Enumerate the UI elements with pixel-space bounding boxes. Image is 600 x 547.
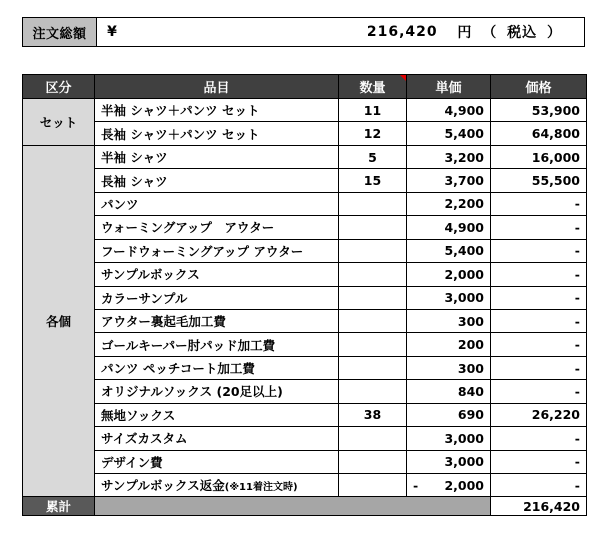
unit-price-cell: 3,000: [407, 427, 491, 450]
order-table: [22, 74, 587, 516]
table-row: [23, 450, 587, 473]
table-row: [23, 403, 587, 426]
order-total-box: [22, 17, 585, 47]
unit-price-cell: 3,200: [407, 145, 491, 168]
item-cell: 無地ソックス: [95, 403, 339, 426]
price-cell: -: [491, 192, 587, 215]
item-cell: アウター裏起毛加工費: [95, 309, 339, 332]
qty-cell: [339, 239, 407, 262]
total-row: [23, 497, 587, 516]
refund-unit-price: 2,000: [444, 477, 484, 493]
price-cell: -: [491, 333, 587, 356]
item-cell: ゴールキーパー肘パッド加工費: [95, 333, 339, 356]
table-row: [23, 192, 587, 215]
qty-cell: [339, 286, 407, 309]
table-row: [23, 333, 587, 356]
table-row: [23, 427, 587, 450]
item-cell: 長袖 シャツ＋パンツ セット: [95, 122, 339, 145]
comment-marker-icon: [400, 75, 406, 81]
price-cell: -: [491, 263, 587, 286]
qty-cell: [339, 427, 407, 450]
qty-cell: 38: [339, 403, 407, 426]
total-value: 216,420: [491, 497, 587, 516]
table-row: [23, 122, 587, 145]
price-cell: -: [491, 427, 587, 450]
unit-price-cell: 4,900: [407, 216, 491, 239]
item-cell: 長袖 シャツ: [95, 169, 339, 192]
qty-cell: [339, 263, 407, 286]
unit-price-cell: 3,000: [407, 450, 491, 473]
table-row: [23, 263, 587, 286]
qty-cell: [339, 309, 407, 332]
qty-cell: [339, 356, 407, 379]
qty-cell: 12: [339, 122, 407, 145]
table-row: [23, 474, 587, 497]
item-cell: 半袖 シャツ: [95, 145, 339, 168]
qty-cell: 15: [339, 169, 407, 192]
header-unit-price: 単価: [407, 75, 491, 99]
refund-item-label: サンプルボックス返金: [101, 478, 225, 494]
order-total-label: 注文総額: [23, 18, 97, 46]
negative-sign: -: [413, 477, 419, 493]
price-cell: 16,000: [491, 145, 587, 168]
price-cell: 55,500: [491, 169, 587, 192]
order-total-suffix: 円 （ 税込 ）: [457, 25, 562, 41]
price-cell: -: [491, 309, 587, 332]
unit-price-cell: 200: [407, 333, 491, 356]
unit-price-cell: 3,000: [407, 286, 491, 309]
unit-price-cell: 4,900: [407, 99, 491, 122]
total-filler: [95, 497, 491, 516]
table-row: [23, 380, 587, 403]
unit-price-cell: 300: [407, 309, 491, 332]
unit-price-cell: 5,400: [407, 122, 491, 145]
unit-price-cell: [407, 474, 491, 497]
table-row: [23, 286, 587, 309]
price-cell: -: [491, 286, 587, 309]
table-row: [23, 309, 587, 332]
table-row: [23, 145, 587, 168]
qty-cell: [339, 380, 407, 403]
order-total-value: [127, 18, 584, 46]
table-row: [23, 99, 587, 122]
refund-item-note: (※11着注文時): [224, 482, 298, 494]
item-cell: パンツ ペッチコート加工費: [95, 356, 339, 379]
price-cell: -: [491, 356, 587, 379]
qty-cell: [339, 333, 407, 356]
category-each: 各個: [23, 145, 95, 497]
item-cell: デザイン費: [95, 450, 339, 473]
price-cell: -: [491, 474, 587, 497]
table-row: [23, 216, 587, 239]
item-cell: フードウォーミングアップ アウター: [95, 239, 339, 262]
order-total-amount: 216,420: [366, 24, 438, 40]
price-cell: -: [491, 450, 587, 473]
unit-price-cell: 2,200: [407, 192, 491, 215]
qty-cell: 11: [339, 99, 407, 122]
item-cell: パンツ: [95, 192, 339, 215]
header-price: 価格: [491, 75, 587, 99]
price-cell: -: [491, 239, 587, 262]
item-cell: ウォーミングアップ アウター: [95, 216, 339, 239]
unit-price-cell: 3,700: [407, 169, 491, 192]
qty-cell: [339, 450, 407, 473]
item-cell: サイズカスタム: [95, 427, 339, 450]
qty-cell: [339, 216, 407, 239]
category-set: セット: [23, 99, 95, 146]
total-label: 累計: [23, 497, 95, 516]
table-header-row: [23, 75, 587, 99]
item-cell: [95, 474, 339, 497]
price-cell: 64,800: [491, 122, 587, 145]
item-cell: オリジナルソックス (20足以上): [95, 380, 339, 403]
header-qty: 数量: [339, 75, 407, 99]
unit-price-cell: 840: [407, 380, 491, 403]
price-cell: 53,900: [491, 99, 587, 122]
item-cell: サンプルボックス: [95, 263, 339, 286]
unit-price-cell: 5,400: [407, 239, 491, 262]
currency-symbol: ¥: [107, 24, 117, 40]
price-cell: 26,220: [491, 403, 587, 426]
qty-cell: [339, 474, 407, 497]
unit-price-cell: 300: [407, 356, 491, 379]
table-row: [23, 239, 587, 262]
header-item: 品目: [95, 75, 339, 99]
table-row: [23, 356, 587, 379]
price-cell: -: [491, 216, 587, 239]
price-cell: -: [491, 380, 587, 403]
unit-price-cell: 2,000: [407, 263, 491, 286]
header-category: 区分: [23, 75, 95, 99]
item-cell: 半袖 シャツ＋パンツ セット: [95, 99, 339, 122]
item-cell: カラーサンプル: [95, 286, 339, 309]
table-row: [23, 169, 587, 192]
unit-price-cell: 690: [407, 403, 491, 426]
qty-cell: 5: [339, 145, 407, 168]
qty-cell: [339, 192, 407, 215]
